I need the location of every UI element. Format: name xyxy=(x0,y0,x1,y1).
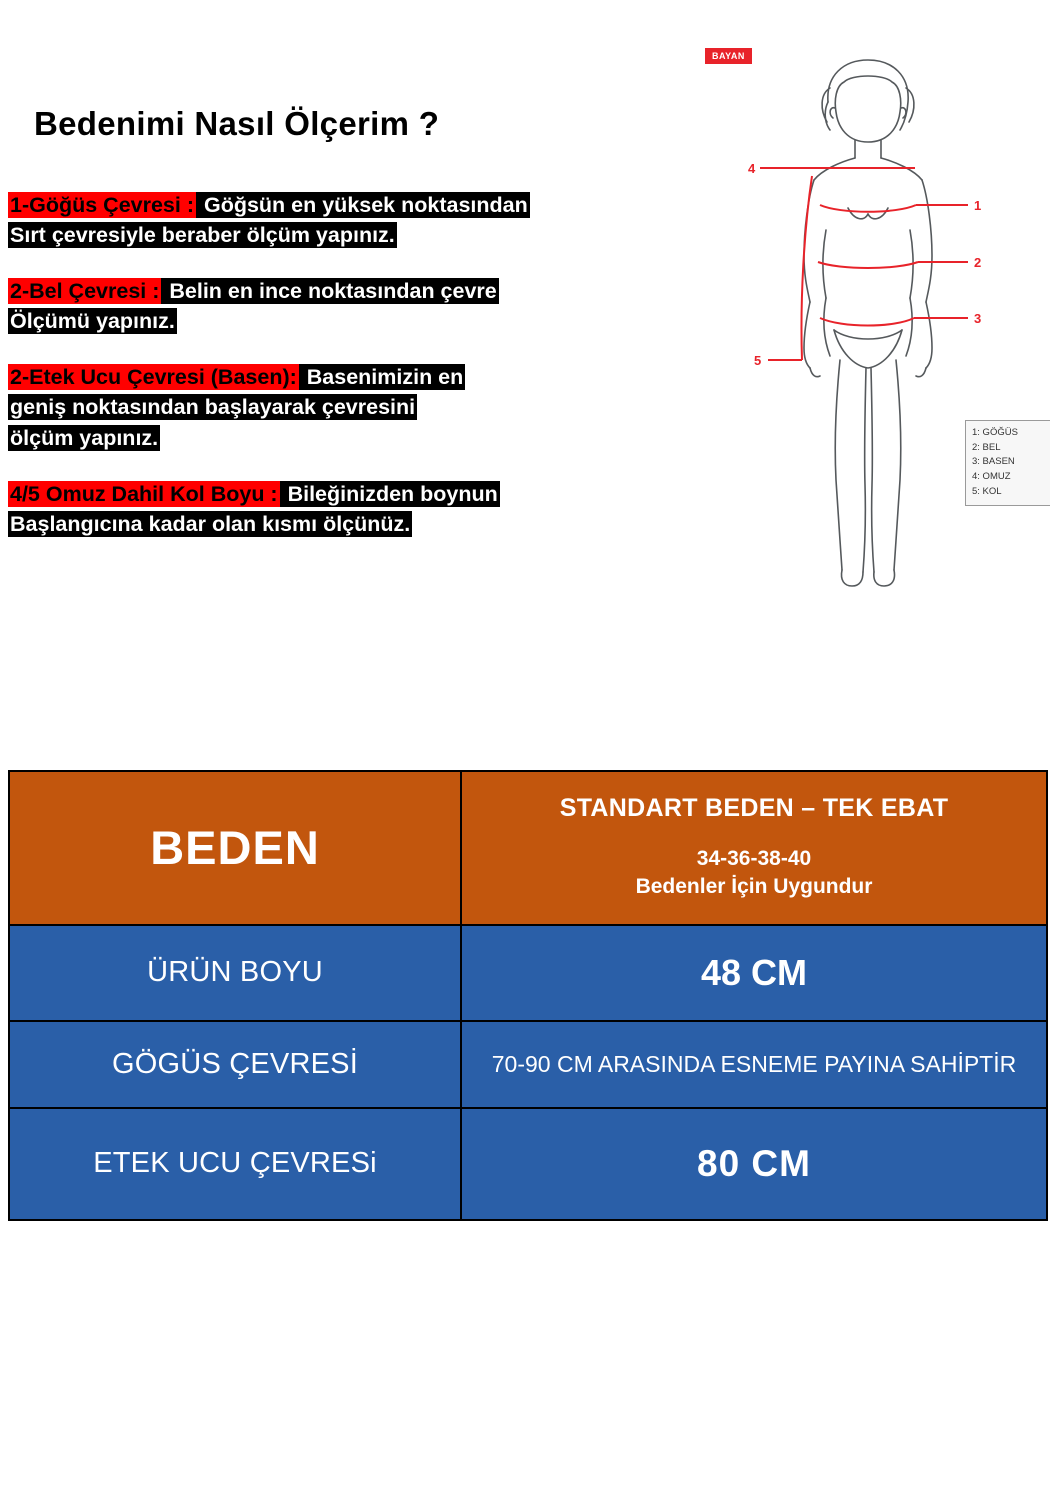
table-header-standart xyxy=(461,771,1047,925)
body-measurement-figure xyxy=(700,30,1040,610)
measurement-instructions xyxy=(8,190,708,565)
table-row xyxy=(9,1021,1047,1108)
instruction-text: ölçüm yapınız. xyxy=(10,425,159,450)
row-value-urun-boyu: 48 CM xyxy=(461,925,1047,1021)
instruction-text: Sırt çevresiyle beraber ölçüm yapınız. xyxy=(10,223,395,248)
row-label-gogus-cevresi: GÖGÜS ÇEVRESİ xyxy=(9,1021,461,1108)
row-value-gogus-cevresi: 70-90 CM ARASINDA ESNEME PAYINA SAHİPTİR xyxy=(461,1021,1047,1108)
instruction-line xyxy=(8,220,708,250)
legend-item: 1: GÖĞÜS xyxy=(972,427,1018,438)
instruction-text: Göğsün en yüksek noktasından xyxy=(198,193,528,217)
header-sizes: 34-36-38-40 xyxy=(696,847,812,870)
legend-item: 5: KOL xyxy=(972,485,1002,497)
instruction-line xyxy=(8,190,708,220)
table-row xyxy=(9,925,1047,1021)
instruction-text: Başlangıcına kadar olan kısmı ölçünüz. xyxy=(10,511,411,536)
instruction-text: Ölçümü yapınız. xyxy=(10,309,175,334)
size-table xyxy=(8,770,1048,1221)
marker-1-label: 1 xyxy=(974,198,982,213)
legend-item: 4: OMUZ xyxy=(972,471,1011,483)
figure-legend xyxy=(965,420,1050,506)
figure-badge: BAYAN xyxy=(705,48,752,64)
instruction-text: Basenimizin en xyxy=(300,365,464,390)
instruction-line xyxy=(8,423,708,453)
row-value-etek-ucu-cevresi: 80 CM xyxy=(461,1108,1047,1220)
instruction-text: Belin en ince noktasından çevre xyxy=(163,279,497,304)
row-label-urun-boyu: ÜRÜN BOYU xyxy=(9,925,461,1021)
instruction-line xyxy=(8,276,708,306)
header-note: Bedenler İçin Uygundur xyxy=(635,875,873,899)
instruction-line xyxy=(8,362,708,392)
row-label-etek-ucu-cevresi: ETEK UCU ÇEVRESi xyxy=(9,1108,461,1220)
instruction-label: 4/5 Omuz Dahil Kol Boyu : xyxy=(10,481,278,506)
instruction-label: 2-Etek Ucu Çevresi (Basen): xyxy=(10,365,297,390)
instruction-label: 1-Göğüs Çevresi : xyxy=(10,193,194,217)
marker-5-label: 5 xyxy=(754,353,762,368)
marker-3-label: 3 xyxy=(974,311,982,326)
instruction-omuz-dahil-kol-boyu xyxy=(8,479,708,539)
table-header-row xyxy=(9,771,1047,925)
marker-4-label: 4 xyxy=(748,161,756,176)
header-standart-title: STANDART BEDEN – TEK EBAT xyxy=(559,794,949,822)
instruction-line xyxy=(8,479,708,509)
instruction-bel-cevresi xyxy=(8,276,708,336)
instruction-label: 2-Bel Çevresi : xyxy=(10,279,160,304)
female-body-diagram-icon xyxy=(700,30,1040,610)
instruction-etek-ucu-cevresi xyxy=(8,362,708,452)
instruction-gogus-cevresi xyxy=(8,190,708,250)
table-header-beden: BEDEN xyxy=(9,771,461,925)
table-row xyxy=(9,1108,1047,1220)
instruction-text: Bileğinizden boynun xyxy=(281,481,498,506)
instruction-text: geniş noktasından başlayarak çevresini xyxy=(10,395,416,420)
instruction-line xyxy=(8,306,708,336)
page-title: Bedenimi Nasıl Ölçerim ? xyxy=(34,105,440,142)
instruction-line xyxy=(8,392,708,422)
legend-item: 3: BASEN xyxy=(972,456,1015,468)
legend-item: 2: BEL xyxy=(972,441,1001,453)
instruction-line xyxy=(8,509,708,539)
marker-2-label: 2 xyxy=(974,255,982,270)
